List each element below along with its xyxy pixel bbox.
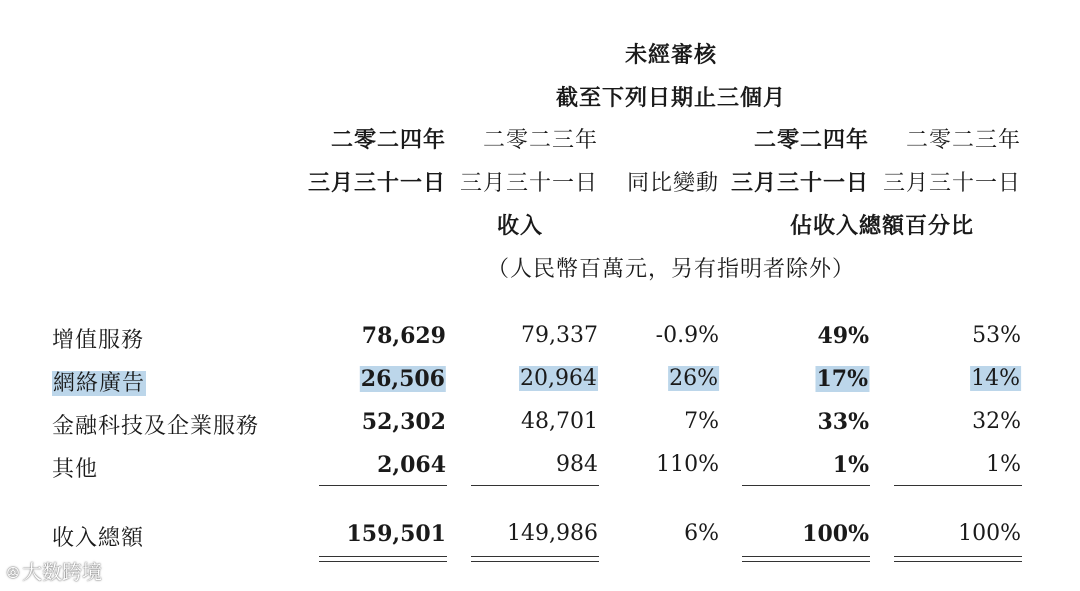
row-ads-pct-2023: 14%: [971, 366, 1020, 391]
header-three-months: 截至下列日期止三個月: [555, 85, 787, 111]
row-ads-pct-2024: 17%: [816, 366, 868, 392]
row-vas-2023: 79,337: [521, 323, 598, 348]
header-date-2023: 三月三十一日: [459, 171, 598, 196]
subtotal-rule-pct-2024: [742, 485, 870, 486]
total-double-rule-pct-2024: [742, 556, 870, 562]
watermark-logo-icon: ꔮ: [6, 563, 21, 584]
total-2023: 149,986: [507, 521, 598, 546]
total-double-rule-2024: [319, 556, 447, 562]
row-fintech-pct-2024: 33%: [817, 409, 869, 435]
header-year-2023: 二零二三年: [482, 128, 598, 153]
header-year-2023-pct: 二零二三年: [905, 128, 1021, 153]
total-label: 收入總額: [52, 526, 145, 551]
header-date-2024: 三月三十一日: [307, 170, 446, 196]
header-date-2023-pct: 三月三十一日: [882, 171, 1021, 196]
watermark-text: 大数跨境: [22, 560, 103, 584]
row-ads-2024-wrap: [360, 366, 446, 392]
row-label-ads-text: 網絡廣告: [53, 371, 146, 396]
header-unit-note: （人民幣百萬元，另有指明者除外）: [486, 257, 856, 282]
total-double-rule-2023: [471, 556, 599, 562]
row-ads-2023-wrap: [519, 366, 598, 391]
header-year-2024-pct: 二零二四年: [753, 127, 869, 153]
row-others-pct-2023: 1%: [986, 452, 1021, 477]
row-vas-2024: 78,629: [361, 323, 446, 349]
row-ads-pct-2023-wrap: [970, 366, 1021, 391]
row-ads-2024: 26,506: [360, 366, 445, 392]
row-others-2024: 2,064: [377, 452, 446, 478]
row-ads-2023: 20,964: [520, 366, 597, 391]
header-unaudited: 未經審核: [624, 42, 718, 68]
row-fintech-2024: 52,302: [361, 409, 446, 435]
row-ads-yoy-wrap: [668, 366, 719, 391]
row-label-vas: 增值服務: [52, 328, 145, 353]
subtotal-rule-pct-2023: [894, 485, 1022, 486]
watermark: [6, 556, 102, 585]
row-ads-pct-2024-wrap: [815, 366, 869, 392]
header-year-2024: 二零二四年: [330, 127, 446, 153]
header-revenue: 收入: [496, 213, 544, 239]
total-2024: 159,501: [346, 521, 446, 547]
row-label-fintech: 金融科技及企業服務: [52, 414, 260, 439]
row-ads-yoy: 26%: [669, 366, 718, 391]
total-yoy: 6%: [684, 521, 719, 546]
total-pct-2023: 100%: [958, 521, 1021, 546]
subtotal-rule-2023: [471, 485, 599, 486]
header-date-2024-pct: 三月三十一日: [730, 170, 869, 196]
row-fintech-pct-2023: 32%: [972, 409, 1021, 434]
row-others-pct-2024: 1%: [832, 452, 869, 478]
row-others-2023: 984: [556, 452, 598, 477]
total-pct-2024: 100%: [802, 521, 869, 547]
row-label-others: 其他: [52, 457, 99, 482]
row-vas-pct-2023: 53%: [972, 323, 1021, 348]
row-label-ads: [52, 366, 146, 397]
row-fintech-yoy: 7%: [684, 409, 719, 434]
total-double-rule-pct-2023: [894, 556, 1022, 562]
row-vas-pct-2024: 49%: [817, 323, 869, 349]
header-pct-total: 佔收入總額百分比: [789, 213, 975, 239]
row-vas-yoy: -0.9%: [655, 323, 719, 348]
header-yoy: 同比變動: [626, 171, 719, 196]
row-others-yoy: 110%: [656, 452, 719, 477]
subtotal-rule-2024: [319, 485, 447, 486]
row-fintech-2023: 48,701: [521, 409, 598, 434]
